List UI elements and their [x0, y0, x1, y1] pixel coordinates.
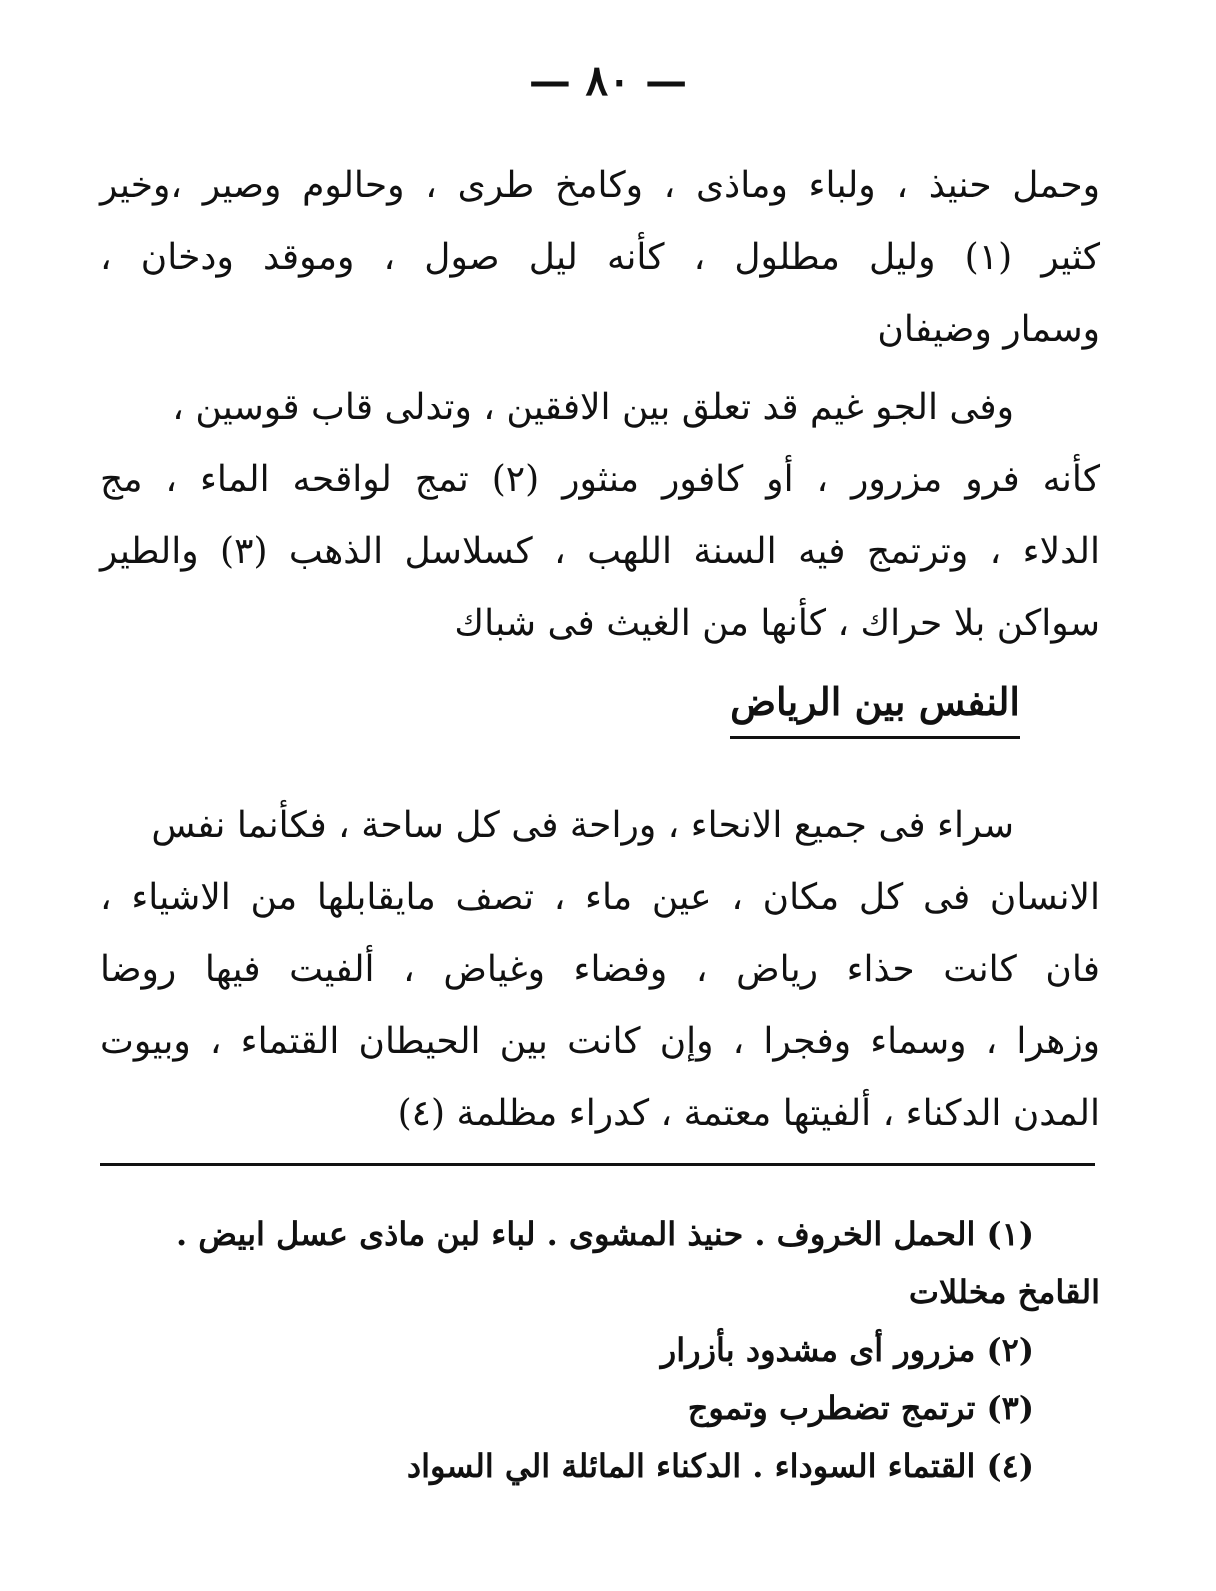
heading-underline: [730, 736, 1020, 739]
footnote-line: (٤) القتماء السوداء . الدكناء المائلة الي السواد: [406, 1447, 1034, 1485]
footnote-divider: [100, 1163, 1095, 1166]
text-line: سواكن بلا حراك ، كأنها من الغيث فى شباك: [454, 603, 1100, 644]
text-line: وفى الجو غيم قد تعلق بين الافقين ، وتدلى قاب قوسين ،: [172, 387, 1014, 428]
text-line: الدلاء ، وترتمج فيه السنة اللهب ، كسلاسل الذهب (٣) والطير: [100, 531, 1100, 572]
footnote-line: (٣) ترتمج تضطرب وتموج: [687, 1389, 1034, 1427]
text-line: سراء فى جميع الانحاء ، وراحة فى كل ساحة ، فكأنما نفس: [151, 805, 1014, 846]
page-number: — ٨٠ —: [528, 56, 688, 105]
footnote-line: (١) الحمل الخروف . حنيذ المشوى . لباء لبن ماذى عسل ابيض .: [175, 1215, 1034, 1253]
footnotes: [100, 1205, 1100, 1495]
footnote-line: القامخ مخللات: [908, 1273, 1100, 1311]
text-line: كأنه فرو مزرور ، أو كافور منثور (٢) تمج لواقحه الماء ، مج: [100, 459, 1100, 500]
section-heading: [730, 674, 1020, 739]
text-line: كثير (١) وليل مطلول ، كأنه ليل صول ، وموقد ودخان ،: [100, 237, 1100, 278]
text-line: وسمار وضيفان: [877, 309, 1100, 350]
text-line: وزهرا ، وسماء وفجرا ، وإن كانت بين الحيطان القتماء ، وبيوت: [100, 1021, 1100, 1062]
paragraph-2: [100, 372, 1100, 660]
paragraph-1: [100, 150, 1100, 366]
text-line: المدن الدكناء ، ألفيتها معتمة ، كدراء مظلمة (٤): [397, 1093, 1100, 1134]
text-line: وحمل حنيذ ، ولباء وماذى ، وكامخ طرى ، وحالوم وصير ،وخير: [100, 165, 1100, 206]
paragraph-3: [100, 790, 1100, 1150]
text-line: فان كانت حذاء رياض ، وفضاء وغياض ، ألفيت فيها روضا: [100, 949, 1100, 990]
text-line: الانسان فى كل مكان ، عين ماء ، تصف مايقابلها من الاشياء ،: [100, 877, 1100, 918]
footnote-line: (٢) مزرور أى مشدود بأزرار: [660, 1331, 1034, 1369]
heading-text: النفس بين الرياض: [730, 679, 1020, 724]
